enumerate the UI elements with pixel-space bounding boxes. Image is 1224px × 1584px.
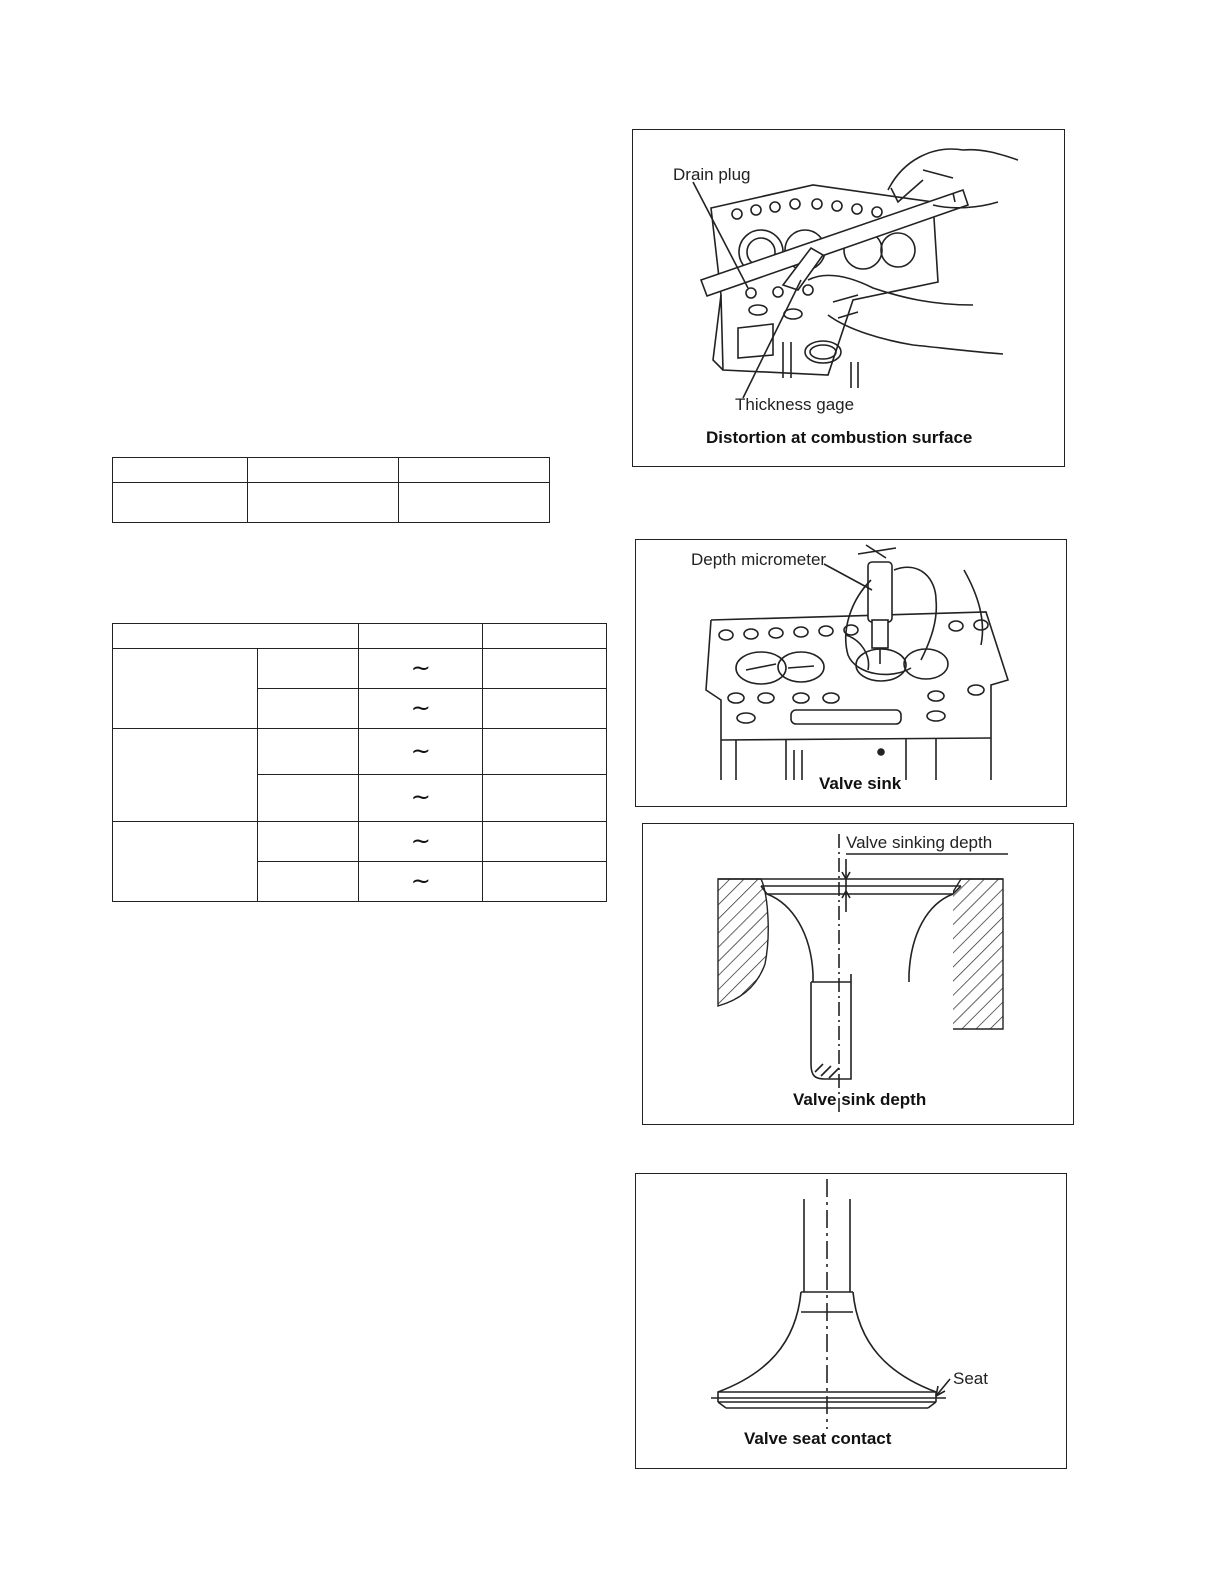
figure-valve-seat-contact <box>635 1173 1067 1469</box>
table-cell <box>398 483 549 523</box>
table-cell <box>113 483 248 523</box>
table-cell <box>257 822 359 862</box>
table-cell <box>359 729 483 775</box>
table-cell <box>359 649 483 689</box>
tilde-range-mark: ~ <box>410 826 431 855</box>
table-cell <box>257 775 359 822</box>
table-cell <box>359 775 483 822</box>
tilde-range-mark: ~ <box>410 783 431 811</box>
depth-micrometer-label: Depth micrometer <box>691 550 827 569</box>
table-cell <box>113 458 248 483</box>
table-cell <box>483 862 607 902</box>
table-cell <box>359 822 483 862</box>
table-cell <box>359 689 483 729</box>
table-cell <box>398 458 549 483</box>
table-cell <box>483 649 607 689</box>
figure-valve-sink-depth <box>642 823 1074 1125</box>
table-row <box>113 483 550 523</box>
figure-valve-sink <box>635 539 1067 807</box>
table-row <box>113 729 607 775</box>
valve-sink-illustration <box>636 540 1068 808</box>
table-header-row <box>113 458 550 483</box>
valve-seat-contact-caption: Valve seat contact <box>744 1429 892 1448</box>
spec-table-1 <box>112 457 550 523</box>
valve-sinking-depth-label: Valve sinking depth <box>846 833 993 852</box>
table-cell <box>113 649 258 729</box>
table-cell <box>257 862 359 902</box>
figure-distortion <box>632 129 1065 467</box>
table-header-cell <box>113 624 359 649</box>
tilde-range-mark: ~ <box>410 736 431 765</box>
table-cell <box>257 649 359 689</box>
table-header-row <box>113 624 607 649</box>
distortion-illustration <box>633 130 1066 468</box>
table-cell <box>483 689 607 729</box>
spec-table-2 <box>112 623 607 902</box>
table-cell <box>483 822 607 862</box>
table-row <box>113 649 607 689</box>
thickness-gage-label: Thickness gage <box>735 395 855 414</box>
table-cell <box>113 729 258 822</box>
table-cell <box>483 775 607 822</box>
distortion-caption: Distortion at combustion surface <box>706 428 973 447</box>
table-cell <box>257 689 359 729</box>
table-cell <box>257 729 359 775</box>
valve-sink-caption: Valve sink <box>819 774 902 793</box>
tilde-range-mark: ~ <box>410 653 431 682</box>
table-header-cell <box>359 624 483 649</box>
drain-plug-label: Drain plug <box>673 165 751 184</box>
table-header-cell <box>483 624 607 649</box>
valve-sink-depth-caption: Valve sink depth <box>793 1090 927 1109</box>
table-row <box>113 822 607 862</box>
seat-label: Seat <box>953 1369 988 1388</box>
table-cell <box>248 458 398 483</box>
valve-sink-depth-diagram <box>643 824 1075 1126</box>
table-cell <box>359 862 483 902</box>
table-cell <box>113 822 258 902</box>
tilde-range-mark: ~ <box>410 693 431 722</box>
table-cell <box>248 483 398 523</box>
tilde-range-mark: ~ <box>410 866 431 895</box>
table-cell <box>483 729 607 775</box>
valve-seat-contact-diagram <box>636 1174 1068 1470</box>
